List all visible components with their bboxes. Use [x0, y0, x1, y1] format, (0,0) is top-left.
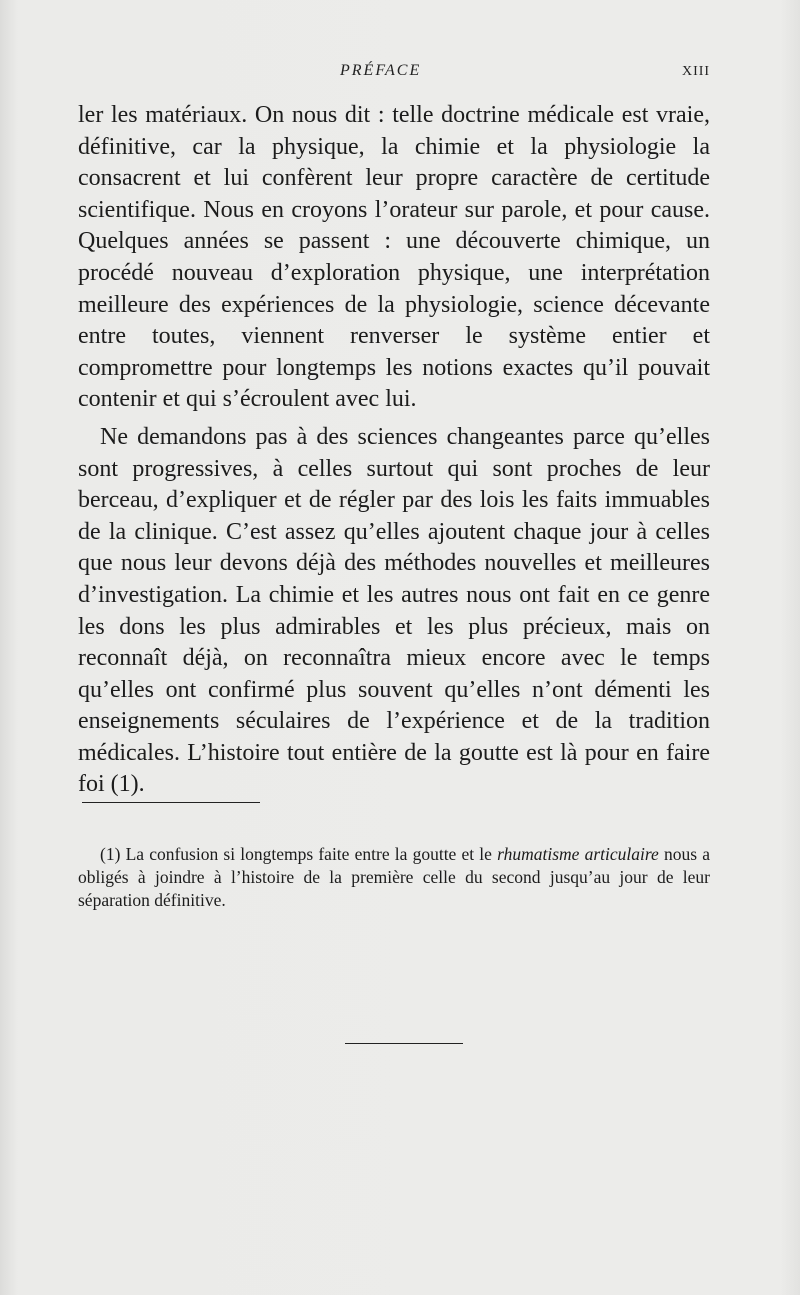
footnote-text-end: nous a obligés à joindre à l’histoire de la première celle du second jusqu’au jour de leur séparation définitive.	[78, 844, 711, 910]
footnote-italic-term: rhumatisme articulaire	[497, 844, 659, 864]
running-title: PRÉFACE	[340, 62, 422, 79]
page-number: XIII	[682, 64, 711, 79]
footnote	[78, 843, 710, 912]
body-text	[78, 100, 710, 801]
footnote-text-start: (1) La confusion si longtemps faite entre la goutte et le	[100, 844, 498, 864]
paragraph-2: Ne demandons pas à des sciences changeantes parce qu’elles sont progressives, à celles surtout qui sont proches de leur berceau, d’expliquer et de régler par des lois les faits immuables de la clinique. C’est assez qu’elles ajoutent chaque jour à celles que nous leur devons déjà des méthodes nouvelles et meilleures d’investigation. La chimie et les autres nous ont fait en ce genre les dons les plus admirables et les plus précieux, mais on reconnaît déjà, on reconnaîtra mieux encore avec le temps qu’elles ont confirmé plus souvent qu’elles n’ont démenti les enseignements séculaires de l’expérience et de la tradition médicales. L’histoire tout entière de la goutte est là pour en faire foi (1).	[78, 423, 710, 798]
page-header	[0, 62, 800, 86]
paragraph-1: ler les matériaux. On nous dit : telle doctrine médicale est vraie, définitive, car la physique, la chimie et la physiologie la consacrent et lui confèrent leur propre caractère de certitude scientifique. Nous en croyons l’orateur sur parole, et pour cause. Quelques années se passent : une découverte chimique, un procédé nouveau d’exploration physique, une interprétation meilleure des expériences de la physiologie, science décevante entre toutes, viennent renverser le système entier et compromettre pour longtemps les notions exactes qu’il pouvait contenir et qui s’écroulent avec lui.	[78, 102, 710, 413]
footnote-separator-rule	[82, 802, 260, 803]
section-end-rule	[345, 1043, 463, 1044]
